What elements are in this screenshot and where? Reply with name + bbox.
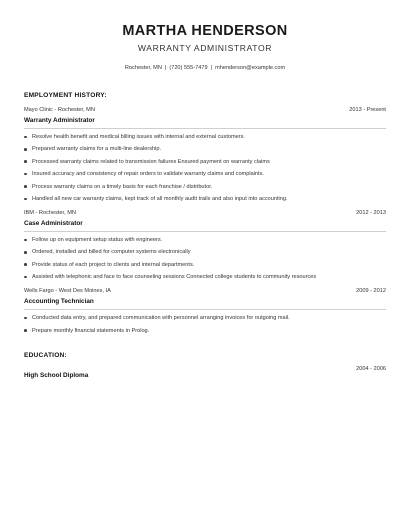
contact-email: mhenderson@example.com (215, 65, 286, 71)
contact-line (24, 64, 386, 72)
job-company: IBM - Rochester, MN (24, 209, 76, 216)
bullet-icon (24, 160, 27, 163)
job-header (24, 209, 386, 217)
list-item (24, 158, 386, 166)
job-entry (24, 287, 386, 334)
job-company: Wells Fargo - West Des Moines, IA (24, 288, 111, 295)
duty-text: Resolve health benefit and medical billing issues with internal and external customers. (32, 134, 245, 140)
job-dates: 2009 - 2012 (356, 288, 386, 295)
candidate-title: WARRANTY ADMINISTRATOR (137, 43, 273, 53)
candidate-name: MARTHA HENDERSON (122, 23, 288, 39)
contact-phone: (720) 555-7479 (169, 65, 208, 71)
bullet-icon (24, 329, 27, 332)
duty-text: Prepare monthly financial statements in Prolog. (32, 327, 150, 334)
job-entry (24, 106, 386, 203)
contact-location: Rochester, MN (124, 65, 162, 71)
job-header (24, 106, 386, 114)
job-divider (24, 128, 386, 129)
contact-separator: | (164, 65, 167, 71)
resume-header (24, 0, 386, 72)
education-degree: High School Diploma (24, 371, 89, 379)
list-item (24, 248, 386, 256)
job-title: Warranty Administrator (24, 117, 95, 124)
job-divider (24, 231, 386, 232)
job-duties (24, 133, 386, 203)
job-divider (24, 309, 386, 310)
bullet-icon (24, 276, 27, 279)
education-dates: 2004 - 2006 (356, 365, 386, 372)
job-header (24, 287, 386, 295)
bullet-icon (24, 317, 27, 320)
list-item (24, 170, 386, 178)
list-item (24, 195, 386, 203)
job-title: Case Administrator (24, 219, 83, 227)
duty-text: Processed warranty claims related to transmission failures Ensured payment on warranty claims (32, 158, 270, 165)
duty-text: Handled all new car warranty claims, kept track of all monthly audit trails and also input into accounting. (32, 195, 288, 202)
job-title: Accounting Technician (24, 298, 94, 306)
bullet-icon (24, 198, 27, 201)
education-heading: EDUCATION: (24, 351, 67, 359)
list-item (24, 133, 386, 141)
education-entry (24, 365, 386, 380)
job-duties (24, 314, 386, 334)
list-item (24, 236, 386, 244)
job-company: Mayo Clinic - Rochester, MN (24, 107, 95, 113)
job-dates: 2012 - 2013 (356, 209, 386, 216)
duty-text: Process warranty claims on a timely basis for each franchise / distributor. (32, 183, 213, 190)
list-item (24, 183, 386, 191)
bullet-icon (24, 251, 27, 254)
employment-heading: EMPLOYMENT HISTORY: (24, 92, 107, 99)
bullet-icon (24, 148, 27, 151)
duty-text: Insured accuracy and consistency of repair orders to validate warranty claims and complaints. (32, 171, 264, 178)
contact-separator: | (210, 65, 213, 71)
bullet-icon (24, 239, 27, 242)
duty-text: Follow up on equipment setup status with engineers. (32, 236, 163, 243)
job-duties (24, 236, 386, 281)
list-item (24, 273, 386, 281)
duty-text: Provide status of each project to clients and internal departments. (32, 261, 195, 268)
duty-text: Ordered, installed and billed for computer systems electronically (32, 249, 191, 256)
duty-text: Prepared warranty claims for a multi-line dealership. (32, 146, 162, 153)
list-item (24, 327, 386, 335)
duty-text: Assisted with telephonic and face to face counseling sessions Connected college students to community resources (32, 274, 317, 281)
list-item (24, 261, 386, 269)
bullet-icon (24, 173, 27, 176)
bullet-icon (24, 136, 27, 139)
duty-text: Conducted data entry, and prepared communication with personnel arranging invoices for outgoing mail. (32, 315, 290, 322)
bullet-icon (24, 185, 27, 188)
job-dates: 2013 - Present (349, 107, 386, 113)
list-item (24, 314, 386, 322)
list-item (24, 145, 386, 153)
bullet-icon (24, 263, 27, 266)
job-entry (24, 209, 386, 281)
